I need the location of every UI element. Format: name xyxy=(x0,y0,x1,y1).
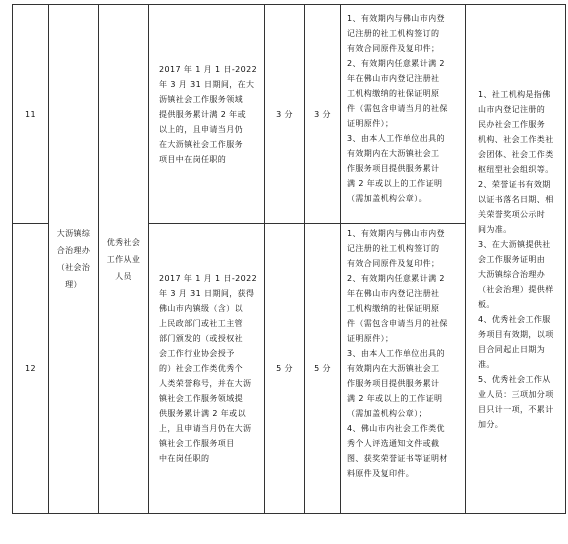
text-line: 年在佛山市内登记注册社 xyxy=(347,289,440,298)
text-line: 的）社会工作类优秀个 xyxy=(159,364,243,373)
text-line: 大沥镇综合治理办 xyxy=(478,269,546,279)
text-line: 1、有效期内与佛山市内登 xyxy=(347,14,445,23)
text-line: 秀个人评选通知文件或截 xyxy=(347,439,440,448)
text-line: 3、由本人工作单位出具的 xyxy=(347,134,445,143)
text-line: （社会治理）提供样 xyxy=(478,284,554,294)
text-line: 沥镇社会工作服务领域 xyxy=(159,94,243,104)
text-line: 以上的，且申请当月仍 xyxy=(159,124,243,134)
text-line: 机构、社会工作类社 xyxy=(478,134,554,144)
text-line: 5、优秀社会工作从 xyxy=(478,374,551,384)
text-line: 料原件及复印件。 xyxy=(347,469,415,478)
text-line: 大沥镇综 xyxy=(56,229,91,238)
text-line: 4、优秀社会工作服 xyxy=(478,314,551,324)
text-line: 有效期内在大沥镇社会工 xyxy=(347,149,440,158)
text-line: 年在佛山市内登记注册社 xyxy=(347,74,440,83)
notes-cell xyxy=(466,5,566,514)
text-line: 有效合同原件及复印件； xyxy=(347,259,440,268)
text-line: 2、有效期内任意累计满 2 xyxy=(347,274,445,283)
text-line: 人员 xyxy=(115,271,132,281)
text-line: 供服务累计满 2 年或以 xyxy=(159,409,246,418)
text-line: 上民政部门或社工主管 xyxy=(159,319,243,328)
text-line: 会工作服务证明由 xyxy=(478,254,546,264)
score-cell: 5 分 xyxy=(265,224,305,514)
table-row-11 xyxy=(13,5,566,224)
text-line: 记注册的社工机构签订的 xyxy=(347,244,440,253)
text-line: 理） xyxy=(65,280,82,289)
text-line: 2017 年 1 月 1 日-2022 xyxy=(159,64,258,74)
text-line: 年 3 月 31 日期间，在大 xyxy=(159,79,255,89)
responsible-unit xyxy=(49,5,99,514)
eligibility-condition xyxy=(149,224,265,514)
text-line: 作服务项目提供服务累计 xyxy=(347,379,440,388)
row-number: 12 xyxy=(13,224,49,514)
text-line: 证明原件）； xyxy=(347,119,394,128)
text-line: 板。 xyxy=(478,299,495,309)
text-line: （需加盖机构公章）。 xyxy=(347,194,427,203)
text-line: 佛山市内镇级（含）以 xyxy=(159,304,243,313)
talent-category xyxy=(99,5,149,514)
text-line: 工机构缴纳的社保证明原 xyxy=(347,304,440,313)
text-line: 在大沥镇社会工作服务 xyxy=(159,139,243,149)
text-line: 件（需包含申请当月的社保 xyxy=(347,319,448,328)
text-line: 上，且申请当月仍在大沥 xyxy=(159,424,252,433)
text-line: 枢纽型社会组织等。 xyxy=(478,164,554,174)
text-line: 人类荣誉称号，并在大沥 xyxy=(159,379,252,388)
text-line: 有效合同原件及复印件； xyxy=(347,44,440,53)
score-cell: 3 分 xyxy=(265,5,305,224)
text-line: 年 3 月 31 日期间，获得 xyxy=(159,289,255,298)
text-line: 2、有效期内任意累计满 2 xyxy=(347,59,445,68)
text-line: 满 2 年或以上的工作证明 xyxy=(347,394,443,403)
row-number: 11 xyxy=(13,5,49,224)
text-line: 有效期内在大沥镇社会工 xyxy=(347,364,440,373)
text-line: 以证书落名日期、相 xyxy=(478,194,554,204)
text-line: 作服务项目提供服务累计 xyxy=(347,164,440,173)
text-line: 工机构缴纳的社保证明原 xyxy=(347,89,440,98)
text-line: 图、获奖荣誉证书等证明材 xyxy=(347,454,448,463)
text-line: 加分。 xyxy=(478,419,504,429)
text-line: 证明原件）； xyxy=(347,334,394,343)
text-line: （需加盖机构公章）； xyxy=(347,409,427,418)
text-line: 2、荣誉证书有效期 xyxy=(478,179,551,189)
text-line: 间为准。 xyxy=(478,224,512,234)
text-line: 提供服务累计满 2 年或 xyxy=(159,109,246,119)
text-line: 1、有效期内与佛山市内登 xyxy=(347,229,445,238)
eligibility-condition xyxy=(149,5,265,224)
text-line: 项目中在岗任职的 xyxy=(159,154,227,164)
text-line: 部门颁发的（或授权社 xyxy=(159,334,243,343)
text-line: 关荣誉奖项公示时 xyxy=(478,209,546,219)
text-line: 目只计一项，不累计 xyxy=(478,404,554,414)
text-line: 1、社工机构是指佛 xyxy=(478,89,551,99)
text-line: 满 2 年或以上的工作证明 xyxy=(347,179,443,188)
score-cell: 3 分 xyxy=(305,5,341,224)
text-line: 2017 年 1 月 1 日-2022 xyxy=(159,274,258,283)
text-line: 务项目有效期，以项 xyxy=(478,329,554,339)
text-line: 山市内登记注册的 xyxy=(478,104,546,114)
text-line: 镇社会工作服务项目 xyxy=(159,439,235,448)
text-line: 准。 xyxy=(478,359,495,369)
text-line: 优秀社会 xyxy=(106,237,141,247)
text-line: （社会治 xyxy=(56,263,91,272)
text-line: 会工作行业协会授予 xyxy=(159,349,235,358)
text-line: 3、在大沥镇提供社 xyxy=(478,239,551,249)
score-cell: 5 分 xyxy=(305,224,341,514)
text-line: 合治理办 xyxy=(56,246,91,255)
text-line: 目合同起止日期为 xyxy=(478,344,546,354)
text-line: 中在岗任职的 xyxy=(159,454,210,463)
required-materials xyxy=(341,224,466,514)
text-line: 业人员：三项加分项 xyxy=(478,389,554,399)
text-line: 件（需包含申请当月的社保 xyxy=(347,104,448,113)
policy-table xyxy=(12,4,566,514)
text-line: 4、佛山市内社会工作类优 xyxy=(347,424,445,433)
text-line: 民办社会工作服务 xyxy=(478,119,546,129)
text-line: 会团体、社会工作类 xyxy=(478,149,554,159)
text-line: 镇社会工作服务领域提 xyxy=(159,394,243,403)
text-line: 3、由本人工作单位出具的 xyxy=(347,349,445,358)
text-line: 工作从业 xyxy=(106,254,141,264)
required-materials xyxy=(341,5,466,224)
text-line: 记注册的社工机构签订的 xyxy=(347,29,440,38)
